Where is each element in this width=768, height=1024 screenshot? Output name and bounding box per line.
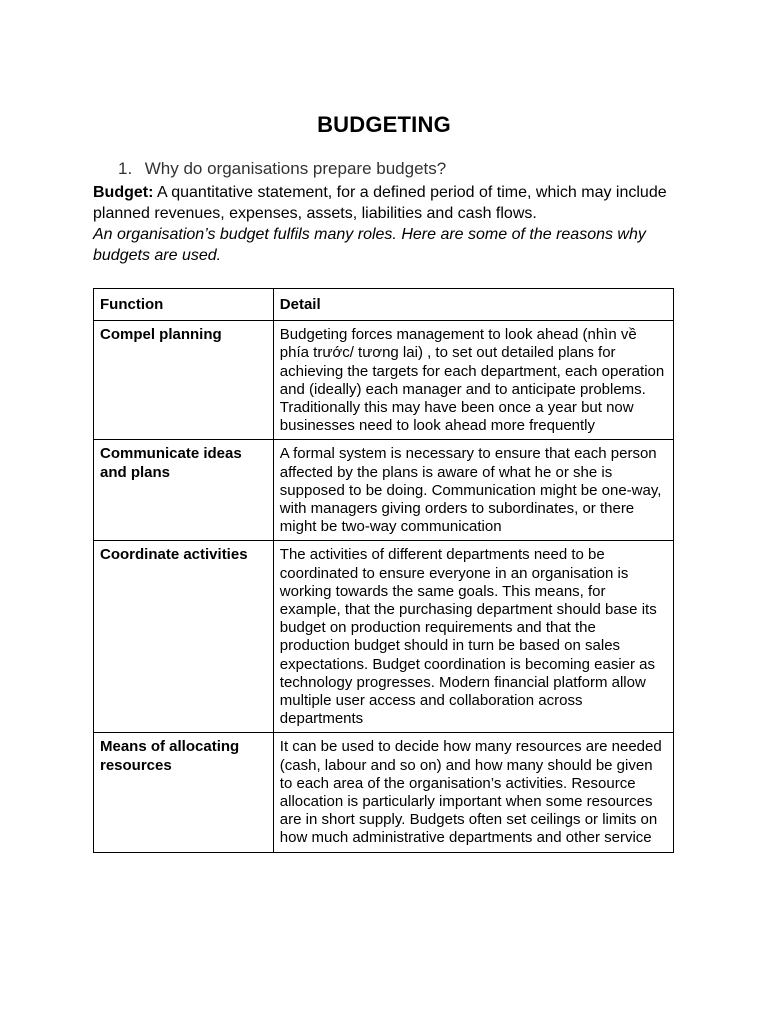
header-detail: Detail bbox=[273, 289, 673, 321]
row-detail-cell: The activities of different departments need to be coordinated to ensure everyone in an organisation is working towards the same goals. This means, for example, that the purchasing department should base its budget on production requirements and that the production budget should in turn be based on sales expectations. Budget coordination is becoming easier as technology progresses. Modern financial platform allow multiple user access and collaboration across departments bbox=[273, 541, 673, 733]
table-row bbox=[94, 541, 674, 733]
row-function-cell: Means of allocating resources bbox=[94, 733, 274, 852]
numbered-question bbox=[118, 159, 446, 179]
definition-text: A quantitative statement, for a defined period of time, which may include planned revenues, expenses, assets, liabilities and cash flows. bbox=[93, 184, 667, 222]
table-row bbox=[94, 440, 674, 541]
table-row bbox=[94, 733, 674, 852]
definition-term: Budget: bbox=[93, 184, 154, 201]
row-function-cell: Compel planning bbox=[94, 321, 274, 440]
budget-definition bbox=[93, 182, 683, 224]
question-text: Why do organisations prepare budgets? bbox=[144, 159, 447, 178]
budget-functions-table bbox=[93, 288, 674, 853]
table-row bbox=[94, 321, 674, 440]
row-detail-cell: A formal system is necessary to ensure that each person affected by the plans is aware of what he or she is supposed to be doing. Communication might be one-way, with managers giving orders to subordinates, or there might be two-way communication bbox=[273, 440, 673, 541]
table-header-row bbox=[94, 289, 674, 321]
header-function: Function bbox=[94, 289, 274, 321]
page-title: BUDGETING bbox=[317, 112, 451, 137]
row-detail-cell: It can be used to decide how many resources are needed (cash, labour and so on) and how many should be given to each area of the organisation’s activities. Resource allocation is particularly important when some resources are in short supply. Budgets often set ceilings or limits on how much administrative departments and other service bbox=[273, 733, 673, 852]
intro-italic-text: An organisation’s budget fulfils many roles. Here are some of the reasons why budgets are used. bbox=[93, 226, 646, 264]
row-detail-cell: Budgeting forces management to look ahead (nhìn về phía trước/ tương lai) , to set out detailed plans for achieving the targets for each department, each operation and (ideally) each manager and to anticipate problems. Traditionally this may have been once a year but now businesses need to look ahead more frequently bbox=[273, 321, 673, 440]
question-number: 1. bbox=[118, 159, 133, 178]
row-function-cell: Coordinate activities bbox=[94, 541, 274, 733]
intro-section bbox=[93, 182, 683, 266]
row-function-cell: Communicate ideas and plans bbox=[94, 440, 274, 541]
